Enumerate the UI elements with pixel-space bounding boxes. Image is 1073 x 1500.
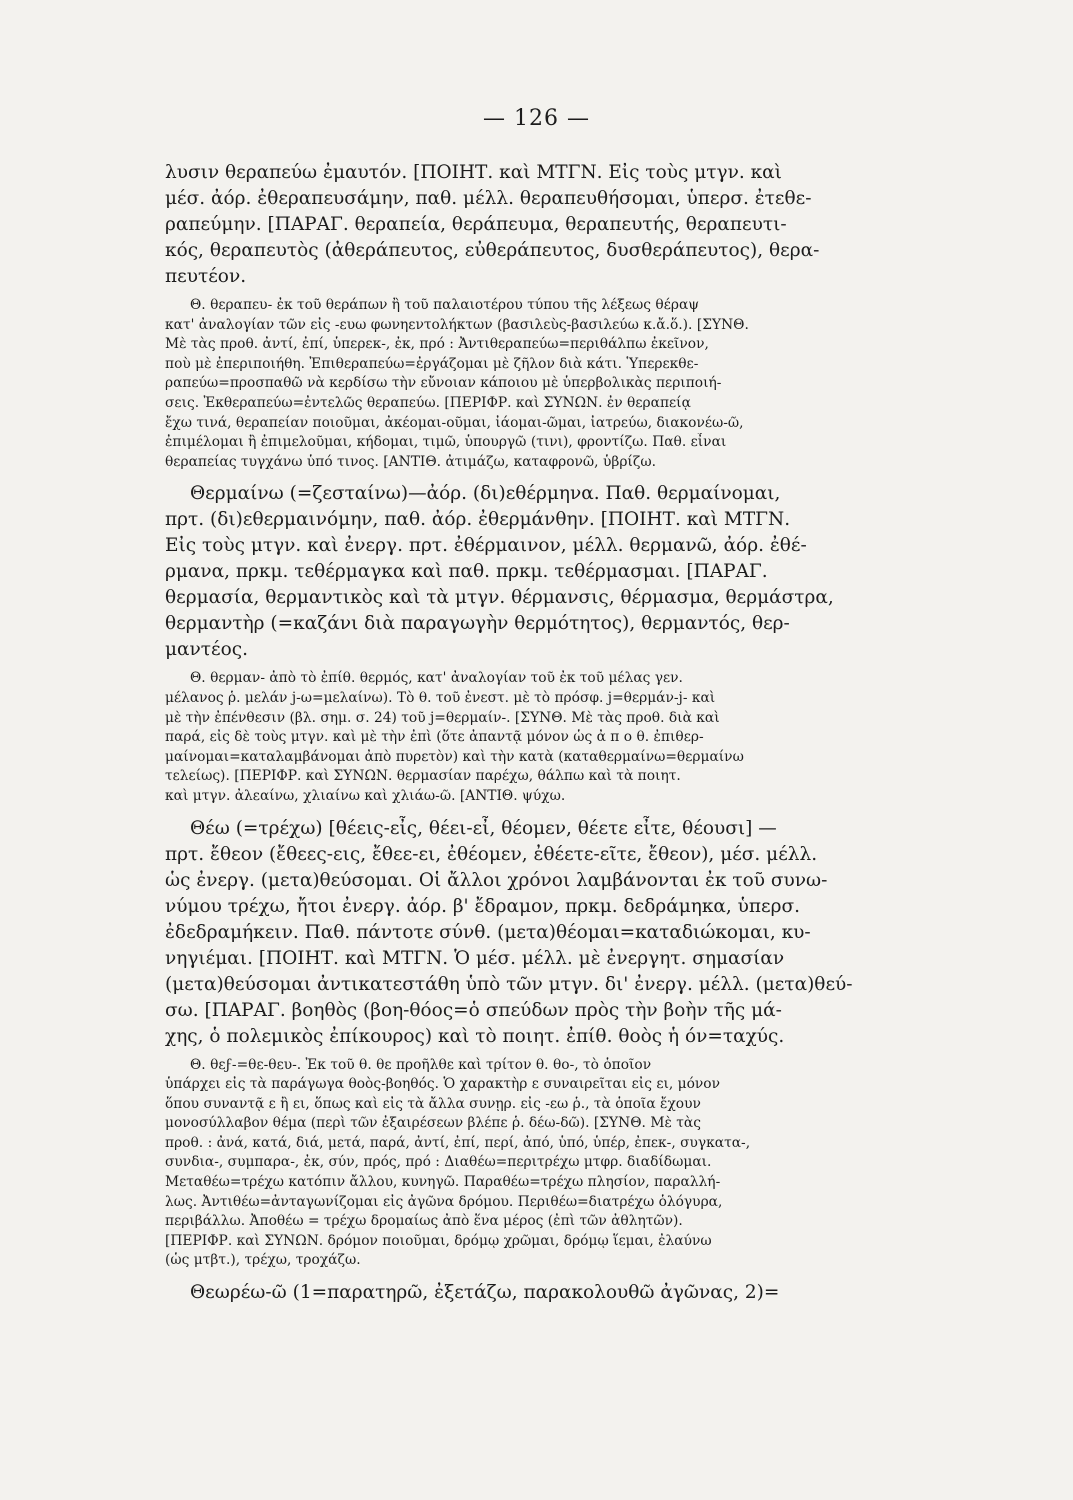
- etymology-note: [165, 669, 1015, 806]
- text-line: Εἰς τοὺς μτγν. καὶ ἐνεργ. πρτ. ἐθέρμαινον, μέλλ. θερμανῶ, ἀόρ. ἐθέ-: [165, 535, 807, 557]
- text-line: ποὺ μὲ ἐπεριποιήθη. Ἐπιθεραπεύω=ἐργάζομαι μὲ ζῆλον διὰ κάτι. Ὑπερεκθε-: [165, 355, 699, 372]
- text-line: (μετα)θεύσομαι ἀντικατεστάθη ὑπὸ τῶν μτγν. δι' ἐνεργ. μέλλ. (μετα)θεύ-: [165, 973, 853, 995]
- text-line: ρμανα, πρκμ. τεθέρμαγκα καὶ παθ. πρκμ. τεθέρμασμαι. [ΠΑΡΑΓ.: [165, 561, 768, 583]
- entry-paragraph: [165, 1280, 1015, 1306]
- entry-paragraph: [165, 481, 1015, 663]
- text-line: μονοσύλλαβον θέμα (περὶ τῶν ἐξαιρέσεων βλέπε ῥ. δέω-δῶ). [ΣΥΝΘ. Μὲ τὰς: [165, 1115, 701, 1132]
- text-line: σεις. Ἐκθεραπεύω=ἐντελῶς θεραπεύω. [ΠΕΡΙΦΡ. καὶ ΣΥΝΩΝ. ἐν θεραπείᾳ: [165, 394, 691, 411]
- text-line: κός, θεραπευτὸς (ἀθεράπευτος, εὐθεράπευτος, δυσθεράπευτος), θερα-: [165, 240, 820, 261]
- entry-paragraph: [165, 816, 1015, 1050]
- text-line: Θεωρέω-ῶ (1=παρατηρῶ, ἐξετάζω, παρακολουθῶ ἀγῶνας, 2)=: [190, 1282, 780, 1304]
- page-number: — 126 —: [483, 106, 590, 131]
- text-line: πρτ. (δι)εθερμαινόμην, παθ. ἀόρ. ἐθερμάνθην. [ΠΟΙΗΤ. καὶ ΜΤΓΝ.: [165, 509, 791, 531]
- text-line: συνδια-, συμπαρα-, ἐκ, σύν, πρός, πρό : Διαθέω=περιτρέχω μτφρ. διαδίδωμαι.: [165, 1154, 712, 1171]
- text-line: ραπεύω=προσπαθῶ νὰ κερδίσω τὴν εὔνοιαν κάποιου μὲ ὑπερβολικὰς περιποιή-: [165, 375, 722, 392]
- text-line: Μεταθέω=τρέχω κατόπιν ἄλλου, κυνηγῶ. Παραθέω=τρέχω πλησίον, παραλλή-: [165, 1174, 721, 1191]
- text-line: ραπεύμην. [ΠΑΡΑΓ. θεραπεία, θεράπευμα, θεραπευτής, θεραπευτι-: [165, 214, 787, 235]
- text-line: ἔχω τινά, θεραπείαν ποιοῦμαι, ἀκέομαι-οῦμαι, ἰάομαι-ῶμαι, ἰατρεύω, διακονέω-ῶ,: [165, 414, 744, 431]
- text-line: ὅπου συναντᾷ ε ἢ ει, ὅπως καὶ εἰς τὰ ἄλλα συνῃρ. εἰς -εω ῥ., τὰ ὁποῖα ἔχουν: [165, 1095, 701, 1112]
- text-line: τελείως). [ΠΕΡΙΦΡ. καὶ ΣΥΝΩΝ. θερμασίαν παρέχω, θάλπω καὶ τὰ ποιητ.: [165, 768, 681, 785]
- text-line: [ΠΕΡΙΦΡ. καὶ ΣΥΝΩΝ. δρόμον ποιοῦμαι, δρόμῳ χρῶμαι, δρόμῳ ἵεμαι, ἐλαύνω: [165, 1232, 712, 1249]
- text-line: παρά, εἰς δὲ τοὺς μτγν. καὶ μὲ τὴν ἐπὶ (ὅτε ἀπαντᾷ μόνον ὡς ἀ π ο θ. ἐπιθερ-: [165, 729, 704, 746]
- text-line: ἐδεδραμήκειν. Παθ. πάντοτε σύνθ. (μετα)θέομαι=καταδιώκομαι, κυ-: [165, 921, 811, 943]
- text-line: Θέω (=τρέχω) [θέεις-εἶς, θέει-εἶ, θέομεν, θέετε εἶτε, θέουσι] —: [190, 817, 777, 839]
- text-line: Θ. θερμαν- ἀπὸ τὸ ἐπίθ. θερμός, κατ' ἀναλογίαν τοῦ ἐκ τοῦ μέλας γεν.: [190, 670, 683, 687]
- text-line: θερμασία, θερμαντικὸς καὶ τὰ μτγν. θέρμανσις, θέρμασμα, θερμάστρα,: [165, 587, 834, 609]
- text-line: θερμαντὴρ (=καζάνι διὰ παραγωγὴν θερμότητος), θερμαντός, θερ-: [165, 613, 790, 635]
- text-line: πευτέον.: [165, 266, 247, 287]
- entry-paragraph: [165, 160, 1015, 290]
- text-line: περιβάλλω. Ἀποθέω = τρέχω δρομαίως ἀπὸ ἕνα μέρος (ἐπὶ τῶν ἀθλητῶν).: [165, 1213, 683, 1230]
- etymology-note: [165, 296, 1015, 472]
- text-line: κατ' ἀναλογίαν τῶν εἰς -ευω φωνηεντολήκτων (βασιλεὺς-βασιλεύω κ.ἄ.ὅ.). [ΣΥΝΘ.: [165, 316, 749, 333]
- text-line: Μὲ τὰς προθ. ἀντί, ἐπί, ὑπερεκ-, ἐκ, πρό : Ἀντιθεραπεύω=περιθάλπω ἐκεῖνον,: [165, 336, 709, 353]
- text-line: μέλανος ῥ. μελάν j-ω=μελαίνω). Τὸ θ. τοῦ ἐνεστ. μὲ τὸ πρόσφ. j=θερμάν-j- καὶ: [165, 689, 716, 706]
- text-line: πρτ. ἔθεον (ἔθεες-εις, ἔθεε-ει, ἐθέομεν, ἐθέετε-εῖτε, ἔθεον), μέσ. μέλλ.: [165, 843, 818, 865]
- etymology-note: [165, 1056, 1015, 1272]
- text-line: Θ. θεϝ-=θε-θευ-. Ἐκ τοῦ θ. θε προῆλθε καὶ τρίτον θ. θο-, τὸ ὁποῖον: [190, 1056, 652, 1073]
- text-line: μαντέος.: [165, 639, 248, 661]
- text-line: μὲ τὴν ἐπένθεσιν (βλ. σημ. σ. 24) τοῦ j=θερμαίν-. [ΣΥΝΘ. Μὲ τὰς προθ. διὰ καὶ: [165, 709, 720, 726]
- text-line: μαίνομαι=καταλαμβάνομαι ἀπὸ πυρετὸν) καὶ τὴν κατὰ (καταθερμαίνω=θερμαίνω: [165, 748, 744, 765]
- text-line: σω. [ΠΑΡΑΓ. βοηθὸς (βοη-θόος=ὁ σπεύδων πρὸς τὴν βοὴν τῆς μά-: [165, 999, 782, 1021]
- text-line: προθ. : ἀνά, κατά, διά, μετά, παρά, ἀντί, ἐπί, περί, ἀπό, ὑπό, ὑπέρ, ἐπεκ-, συγκατα-,: [165, 1134, 751, 1151]
- text-line: ὑπάρχει εἰς τὰ παράγωγα θοὸς-βοηθός. Ὁ χαρακτὴρ ε συναιρεῖται εἰς ει, μόνον: [165, 1076, 721, 1093]
- dictionary-text: [165, 160, 1015, 1306]
- text-line: μέσ. ἀόρ. ἐθεραπευσάμην, παθ. μέλλ. θεραπευθήσομαι, ὑπερσ. ἐτεθε-: [165, 188, 812, 209]
- text-line: Θ. θεραπευ- ἐκ τοῦ θεράπων ἢ τοῦ παλαιοτέρου τύπου τῆς λέξεως θέραψ: [190, 297, 700, 313]
- text-line: λυσιν θεραπεύω ἐμαυτόν. [ΠΟΙΗΤ. καὶ ΜΤΓΝ. Εἰς τοὺς μτγν. καὶ: [165, 162, 782, 183]
- text-line: νύμου τρέχω, ἤτοι ἐνεργ. ἀόρ. β' ἔδραμον, πρκμ. δεδράμηκα, ὑπερσ.: [165, 895, 801, 917]
- text-line: θεραπείας τυγχάνω ὑπό τινος. [ΑΝΤΙΘ. ἀτιμάζω, καταφρονῶ, ὑβρίζω.: [165, 453, 656, 470]
- text-line: Θερμαίνω (=ζεσταίνω)—ἀόρ. (δι)εθέρμηνα. Παθ. θερμαίνομαι,: [190, 483, 781, 505]
- text-line: ἐπιμέλομαι ἢ ἐπιμελοῦμαι, κήδομαι, τιμῶ, ὑπουργῶ (τινι), φροντίζω. Παθ. εἶναι: [165, 434, 727, 451]
- text-line: νηγιέμαι. [ΠΟΙΗΤ. καὶ ΜΤΓΝ. Ὁ μέσ. μέλλ. μὲ ἐνεργητ. σημασίαν: [165, 947, 785, 969]
- text-line: (ὡς μτβτ.), τρέχω, τροχάζω.: [165, 1252, 361, 1269]
- text-line: καὶ μτγν. ἀλεαίνω, χλιαίνω καὶ χλιάω-ῶ. [ΑΝΤΙΘ. ψύχω.: [165, 787, 566, 804]
- text-line: ὡς ἐνεργ. (μετα)θεύσομαι. Οἱ ἄλλοι χρόνοι λαμβάνονται ἐκ τοῦ συνω-: [165, 869, 828, 891]
- text-line: λως. Ἀντιθέω=ἀνταγωνίζομαι εἰς ἀγῶνα δρόμου. Περιθέω=διατρέχω ὁλόγυρα,: [165, 1193, 723, 1210]
- text-line: χης, ὁ πολεμικὸς ἐπίκουρος) καὶ τὸ ποιητ. ἐπίθ. θοὸς ἡ όν=ταχύς.: [165, 1025, 785, 1047]
